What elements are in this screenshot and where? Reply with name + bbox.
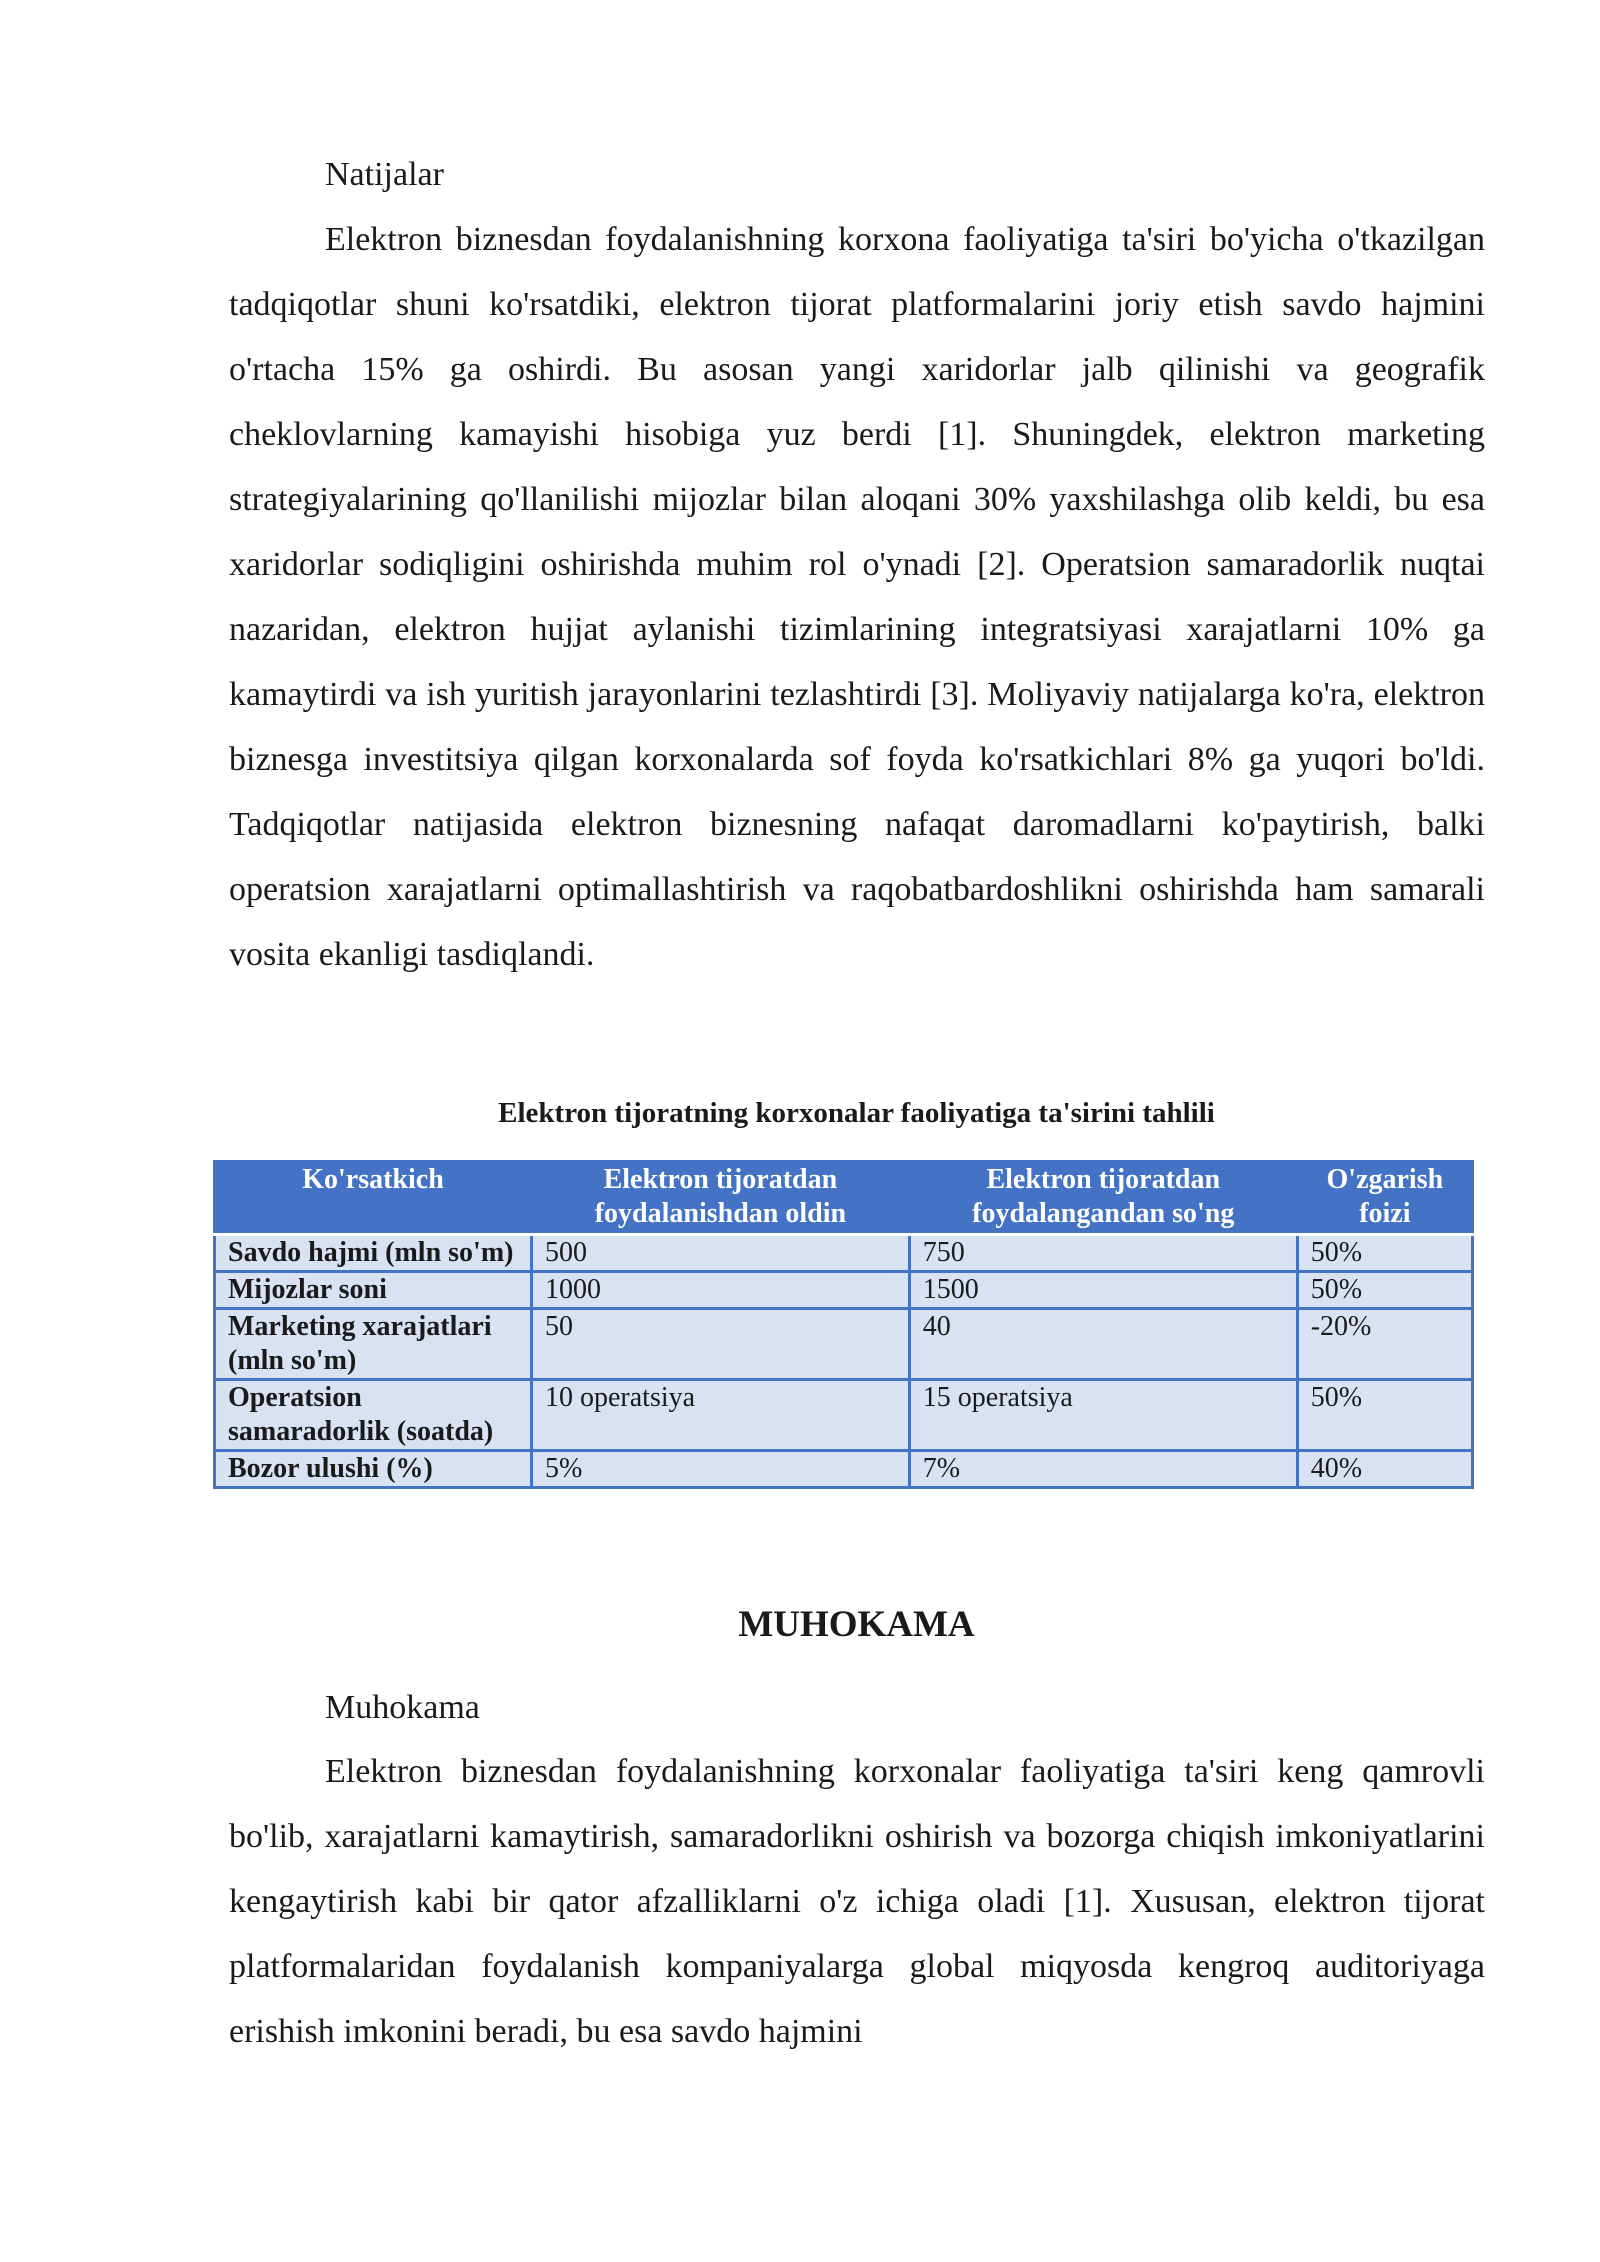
table-cell: 40 bbox=[909, 1309, 1297, 1380]
table-cell: Marketing xarajatlari (mln so'm) bbox=[215, 1309, 532, 1380]
table-cell: 7% bbox=[909, 1451, 1297, 1488]
table-cell: 1500 bbox=[909, 1272, 1297, 1309]
table-cell: 40% bbox=[1297, 1451, 1472, 1488]
table-cell: 50% bbox=[1297, 1235, 1472, 1272]
discussion-heading: MUHOKAMA bbox=[738, 1604, 975, 1645]
discussion-label: Muhokama bbox=[325, 1689, 480, 1726]
discussion-paragraph: Elektron biznesdan foydalanishning korxonalar faoliyatiga ta'siri keng qamrovli bo'lib, xarajatlarni kamaytirish, samaradorlikni oshirish va bozorga chiqish imkoniyatlarini kengaytirish kabi bir qator afzalliklarni o'z ichiga oladi [1]. Xususan, elektron tijorat platformalaridan foydalanish kompaniyalarga global miqyosda kengroq auditoriyaga erishish imkonini beradi, bu esa savdo hajmini bbox=[229, 1753, 1485, 2050]
table-row bbox=[215, 1272, 1473, 1309]
table-row bbox=[215, 1451, 1473, 1488]
table-cell: Savdo hajmi (mln so'm) bbox=[215, 1235, 532, 1272]
table-header-row bbox=[215, 1162, 1473, 1235]
table-cell: 1000 bbox=[532, 1272, 910, 1309]
table-cell: 500 bbox=[532, 1235, 910, 1272]
table-header-cell: Elektron tijoratdan foydalangandan so'ng bbox=[909, 1162, 1297, 1235]
table-title: Elektron tijoratning korxonalar faoliyatiga ta'sirini tahlili bbox=[498, 1097, 1215, 1129]
table-cell: -20% bbox=[1297, 1309, 1472, 1380]
results-table bbox=[213, 1160, 1474, 1489]
table-cell: 5% bbox=[532, 1451, 910, 1488]
table-header-cell: Ko'rsatkich bbox=[215, 1162, 532, 1235]
table-row bbox=[215, 1235, 1473, 1272]
table-cell: 50% bbox=[1297, 1380, 1472, 1451]
table-cell: 15 operatsiya bbox=[909, 1380, 1297, 1451]
table-cell: 50 bbox=[532, 1309, 910, 1380]
table-header-cell: Elektron tijoratdan foydalanishdan oldin bbox=[532, 1162, 910, 1235]
table-cell: 10 operatsiya bbox=[532, 1380, 910, 1451]
table-cell: 750 bbox=[909, 1235, 1297, 1272]
results-paragraph: Elektron biznesdan foydalanishning korxona faoliyatiga ta'siri bo'yicha o'tkazilgan tadqiqotlar shuni ko'rsatdiki, elektron tijorat platformalarini joriy etish savdo hajmini o'rtacha 15% ga oshirdi. Bu asosan yangi xaridorlar jalb qilinishi va geografik cheklovlarning kamayishi hisobiga yuz berdi [1]. Shuningdek, elektron marketing strategiyalarining qo'llanilishi mijozlar bilan aloqani 30% yaxshilashga olib keldi, bu esa xaridorlar sodiqligini oshirishda muhim rol o'ynadi [2]. Operatsion samaradorlik nuqtai nazaridan, elektron hujjat aylanishi tizimlarining integratsiyasi xarajatlarni 10% ga kamaytirdi va ish yuritish jarayonlarini tezlashtirdi [3]. Moliyaviy natijalarga ko'ra, elektron biznesga investitsiya qilgan korxonalarda sof foyda ko'rsatkichlari 8% ga yuqori bo'ldi. Tadqiqotlar natijasida elektron biznesning nafaqat daromadlarni ko'paytirish, balki operatsion xarajatlarni optimallashtirish va raqobatbardoshlikni oshirishda ham samarali vosita ekanligi tasdiqlandi. bbox=[229, 221, 1485, 973]
results-label: Natijalar bbox=[325, 156, 444, 193]
table-row bbox=[215, 1380, 1473, 1451]
table-header-cell: O'zgarish foizi bbox=[1297, 1162, 1472, 1235]
table-cell: Operatsion samaradorlik (soatda) bbox=[215, 1380, 532, 1451]
table-cell: Mijozlar soni bbox=[215, 1272, 532, 1309]
table-cell: 50% bbox=[1297, 1272, 1472, 1309]
table-cell: Bozor ulushi (%) bbox=[215, 1451, 532, 1488]
table-row bbox=[215, 1309, 1473, 1380]
